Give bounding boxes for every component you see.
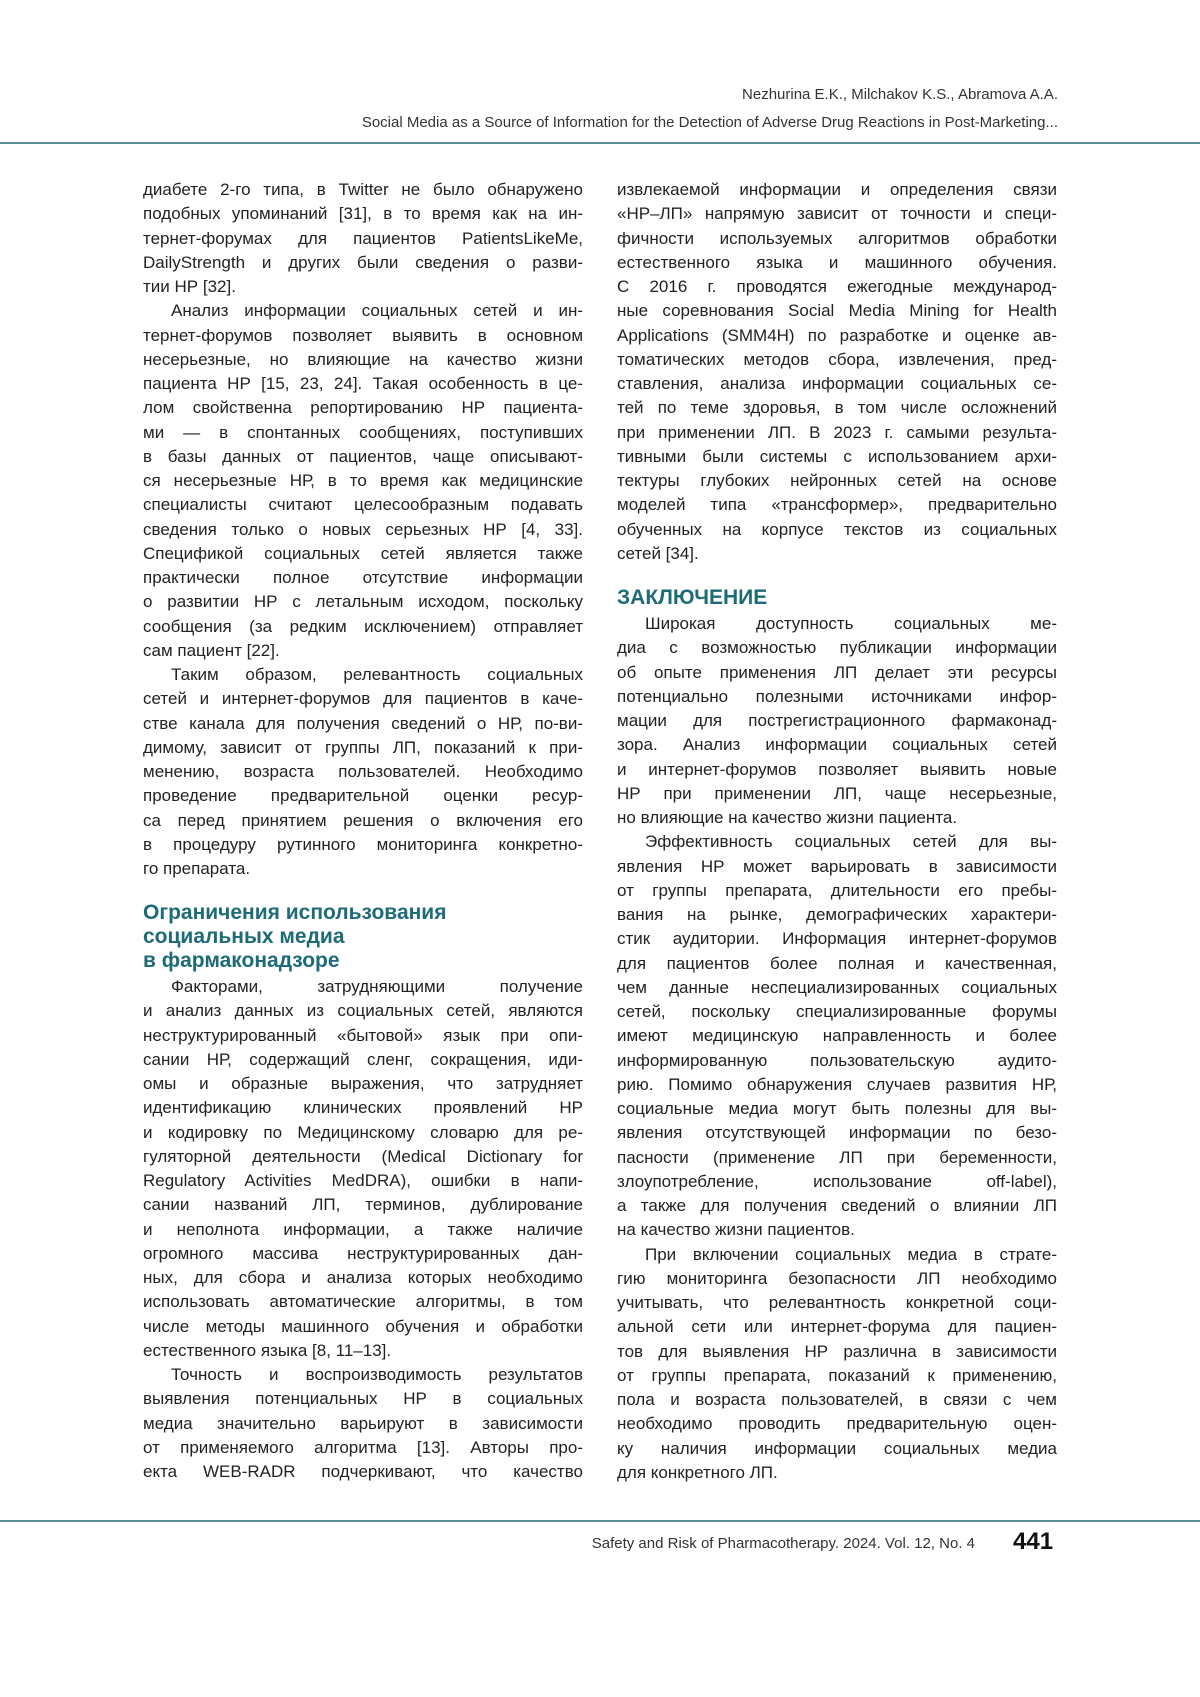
text-line: от группы препарата, показаний к применению, — [617, 1364, 1057, 1388]
text-line: необходимо проводить предварительную оцен- — [617, 1412, 1057, 1436]
text-line: сетей и интернет-форумов для пациентов в каче- — [143, 687, 583, 711]
heading-line: Ограничения использования — [143, 901, 446, 925]
text-line: томатических методов сбора, извлечения, пред- — [617, 348, 1057, 372]
text-line: менению, возраста пользователей. Необходимо — [143, 760, 583, 784]
text-line: фичности используемых алгоритмов обработки — [617, 227, 1057, 251]
text-line: сетей [34]. — [617, 542, 1057, 566]
text-line: лом свойственна репортированию НР пациента- — [143, 396, 583, 420]
text-line: явления отсутствующей информации по безо- — [617, 1121, 1057, 1145]
text-line: явления НР может варьировать в зависимости — [617, 855, 1057, 879]
text-line: альной сети или интернет-форума для пациен- — [617, 1315, 1057, 1339]
text-line: несерьезные, но влияющие на качество жизни — [143, 348, 583, 372]
text-line: практически полное отсутствие информации — [143, 566, 583, 590]
text-line: зора. Анализ информации социальных сетей — [617, 733, 1057, 757]
text-line: числе методы машинного обучения и обработки — [143, 1315, 583, 1339]
text-line: тов для выявления НР различна в зависимости — [617, 1340, 1057, 1364]
text-line: информированную пользовательскую аудито- — [617, 1049, 1057, 1073]
text-line: в базы данных от пациентов, чаще описывают- — [143, 445, 583, 469]
text-line: го препарата. — [143, 857, 583, 881]
text-line: специалисты считают целесообразным подавать — [143, 493, 583, 517]
text-line: социальные медиа могут быть полезны для вы- — [617, 1097, 1057, 1121]
text-line: тернет-форумов позволяет выявить в основном — [143, 324, 583, 348]
text-line: но влияющие на качество жизни пациента. — [617, 806, 1057, 830]
text-line: неструктурированный «бытовой» язык при опи- — [143, 1024, 583, 1048]
text-line: Таким образом, релевантность социальных — [143, 663, 583, 687]
text-line: Точность и воспроизводимость результатов — [143, 1363, 583, 1387]
text-line: и кодировку по Медицинскому словарю для ре- — [143, 1121, 583, 1145]
right-column-bottom — [617, 612, 1057, 1485]
text-line: злоупотребление, использование off-label), — [617, 1170, 1057, 1194]
text-line: для конкретного ЛП. — [617, 1461, 1057, 1485]
text-line: гуляторной деятельности (Medical Dictionary for — [143, 1145, 583, 1169]
footer-journal: Safety and Risk of Pharmacotherapy. 2024. Vol. 12, No. 4 — [592, 1535, 975, 1552]
text-line: огромного массива неструктурированных дан- — [143, 1242, 583, 1266]
text-line: ных, для сбора и анализа которых необходимо — [143, 1266, 583, 1290]
text-line: тивными были системы с использованием архи- — [617, 445, 1057, 469]
text-line: а также для получения сведений о влиянии ЛП — [617, 1194, 1057, 1218]
text-line: и неполнота информации, а также наличие — [143, 1218, 583, 1242]
text-line: идентификацию клинических проявлений НР — [143, 1096, 583, 1120]
heading-line: социальных медиа — [143, 925, 446, 949]
section-heading-conclusion — [617, 586, 767, 610]
text-line: об опыте применения ЛП делает эти ресурсы — [617, 661, 1057, 685]
text-line: мации для пострегистрационного фармаконад- — [617, 709, 1057, 733]
text-line: в процедуру рутинного мониторинга конкретно- — [143, 833, 583, 857]
text-line: и интернет-форумов позволяет выявить новые — [617, 758, 1057, 782]
right-column-top — [617, 178, 1057, 566]
text-line: моделей типа «трансформер», предварительно — [617, 493, 1057, 517]
text-line: ставления, анализа информации социальных се- — [617, 372, 1057, 396]
header-divider — [0, 142, 1200, 144]
text-line: диабете 2-го типа, в Twitter не было обнаружено — [143, 178, 583, 202]
text-line: омы и образные выражения, что затрудняет — [143, 1072, 583, 1096]
text-line: использовать автоматические алгоритмы, в том — [143, 1290, 583, 1314]
text-line: проведение предварительной оценки ресур- — [143, 784, 583, 808]
text-line: выявления потенциальных НР в социальных — [143, 1387, 583, 1411]
text-line: тии НР [32]. — [143, 275, 583, 299]
running-header-authors: Nezhurina E.K., Milchakov K.S., Abramova A.A. — [742, 86, 1058, 103]
text-line: и анализ данных из социальных сетей, являются — [143, 999, 583, 1023]
section-heading-limitations — [143, 901, 446, 973]
text-line: на качество жизни пациентов. — [617, 1218, 1057, 1242]
text-line: сании НР, содержащий сленг, сокращения, иди- — [143, 1048, 583, 1072]
text-line: При включении социальных медиа в страте- — [617, 1243, 1057, 1267]
text-line: гию мониторинга безопасности ЛП необходимо — [617, 1267, 1057, 1291]
text-line: пасности (применение ЛП при беременности, — [617, 1146, 1057, 1170]
text-line: тектуры глубоких нейронных сетей на основе — [617, 469, 1057, 493]
text-line: подобных упоминаний [31], в то время как на ин- — [143, 202, 583, 226]
text-line: С 2016 г. проводятся ежегодные международ- — [617, 275, 1057, 299]
text-line: потенциально полезными источниками инфор- — [617, 685, 1057, 709]
text-line: от группы препарата, длительности его пребы- — [617, 879, 1057, 903]
text-line: НР при применении ЛП, чаще несерьезные, — [617, 782, 1057, 806]
text-line: ся несерьезные НР, в то время как медицинские — [143, 469, 583, 493]
text-line: ми — в спонтанных сообщениях, поступивших — [143, 421, 583, 445]
left-column-top — [143, 178, 583, 881]
text-line: диа с возможностью публикации информации — [617, 636, 1057, 660]
text-line: ку наличия информации социальных медиа — [617, 1437, 1057, 1461]
text-line: тернет-форумах для пациентов PatientsLikeMe, — [143, 227, 583, 251]
text-line: екта WEB-RADR подчеркивают, что качество — [143, 1460, 583, 1484]
text-line: «НР–ЛП» напрямую зависит от точности и специ- — [617, 202, 1057, 226]
text-line: естественного языка [8, 11–13]. — [143, 1339, 583, 1363]
text-line: вания на рынке, демографических характери- — [617, 903, 1057, 927]
text-line: учитывать, что релевантность конкретной соци- — [617, 1291, 1057, 1315]
text-line: сетей, поскольку специализированные форумы — [617, 1000, 1057, 1024]
text-line: са перед принятием решения о включения его — [143, 809, 583, 833]
text-line: пациента НР [15, 23, 24]. Такая особенность в це- — [143, 372, 583, 396]
text-line: сведения только о новых серьезных НР [4, 33]. — [143, 518, 583, 542]
text-line: Факторами, затрудняющими получение — [143, 975, 583, 999]
text-line: чем данные неспециализированных социальных — [617, 976, 1057, 1000]
text-line: стве канала для получения сведений о НР, по-ви- — [143, 712, 583, 736]
text-line: сам пациент [22]. — [143, 639, 583, 663]
text-line: о развитии НР с летальным исходом, поскольку — [143, 590, 583, 614]
text-line: Спецификой социальных сетей является также — [143, 542, 583, 566]
text-line: медиа значительно варьируют в зависимости — [143, 1412, 583, 1436]
text-line: пола и возраста пользователей, в связи с чем — [617, 1388, 1057, 1412]
text-line: DailyStrength и других были сведения о разви- — [143, 251, 583, 275]
text-line: стик аудитории. Информация интернет-форумов — [617, 927, 1057, 951]
text-line: Анализ информации социальных сетей и ин- — [143, 299, 583, 323]
text-line: имеют медицинскую направленность и более — [617, 1024, 1057, 1048]
heading-line: в фармаконадзоре — [143, 949, 446, 973]
text-line: Широкая доступность социальных ме- — [617, 612, 1057, 636]
text-line: ные соревнования Social Media Mining for Health — [617, 299, 1057, 323]
text-line: от применяемого алгоритма [13]. Авторы про- — [143, 1436, 583, 1460]
text-line: для пациентов более полная и качественная, — [617, 952, 1057, 976]
text-line: Эффективность социальных сетей для вы- — [617, 830, 1057, 854]
text-line: сании названий ЛП, терминов, дублирование — [143, 1193, 583, 1217]
text-line: тей по теме здоровья, в том числе осложнений — [617, 396, 1057, 420]
page-number: 441 — [1013, 1528, 1053, 1556]
text-line: обученных на корпусе текстов из социальных — [617, 518, 1057, 542]
text-line: естественного языка и машинного обучения. — [617, 251, 1057, 275]
left-column-bottom — [143, 975, 583, 1484]
text-line: сообщения (за редким исключением) отправляет — [143, 615, 583, 639]
text-line: извлекаемой информации и определения связи — [617, 178, 1057, 202]
text-line: Applications (SMM4H) по разработке и оценке ав- — [617, 324, 1057, 348]
text-line: Regulatory Activities MedDRA), ошибки в напи- — [143, 1169, 583, 1193]
footer-divider — [0, 1520, 1200, 1522]
text-line: при применении ЛП. В 2023 г. самыми результа- — [617, 421, 1057, 445]
text-line: димому, зависит от группы ЛП, показаний к при- — [143, 736, 583, 760]
running-header-title: Social Media as a Source of Information for the Detection of Adverse Drug Reactions in Post-Marketing... — [362, 114, 1058, 131]
heading-line: ЗАКЛЮЧЕНИЕ — [617, 586, 767, 610]
text-line: рию. Помимо обнаружения случаев развития НР, — [617, 1073, 1057, 1097]
